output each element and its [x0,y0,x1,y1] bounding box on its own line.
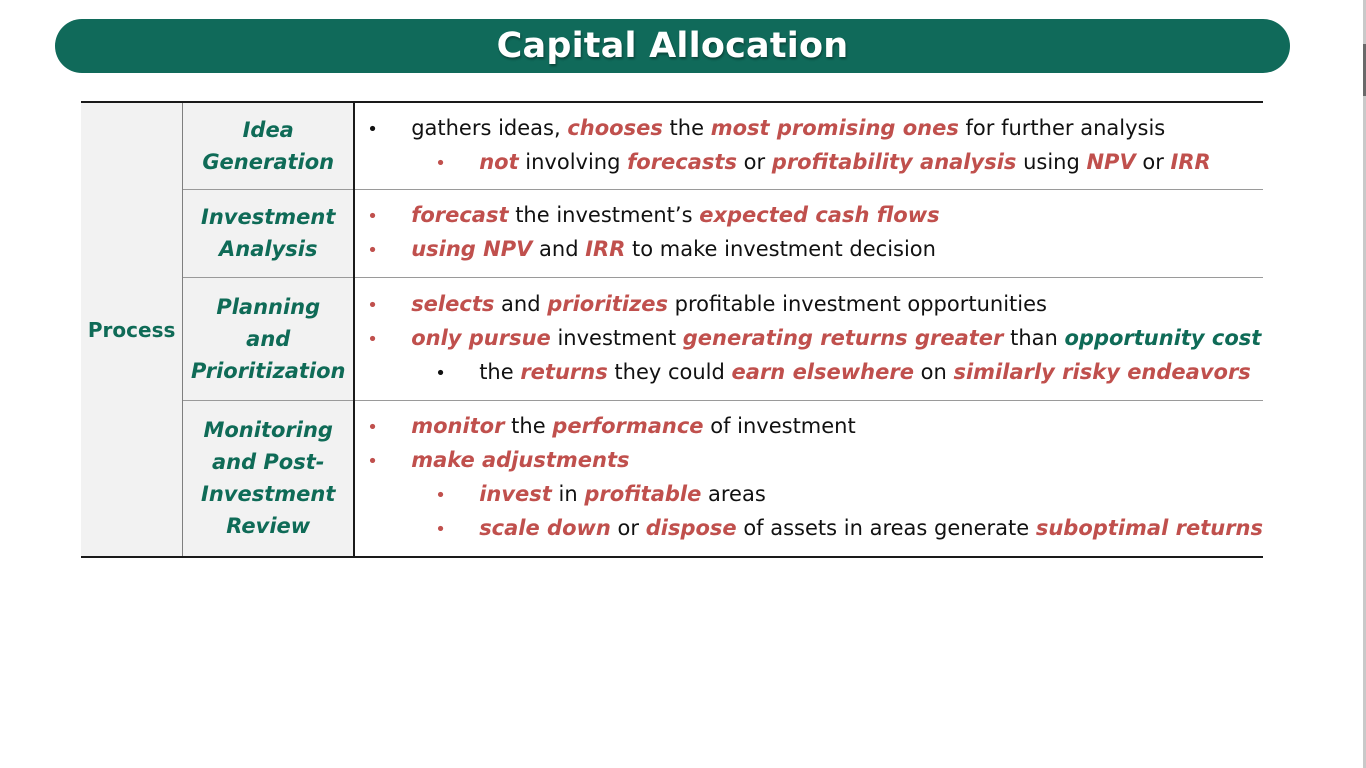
text-segment: the investment’s [508,203,700,227]
highlighted-term: suboptimal returns [1035,516,1263,541]
bullet-icon: • [367,206,378,227]
text-segment: gathers ideas, [411,115,568,140]
highlighted-term: monitor [411,414,505,439]
bullet-text [411,444,629,476]
bullet-icon: • [367,417,378,439]
bullet-text [411,233,936,265]
highlighted-term: IRR [1170,149,1211,174]
sub-bullet-item [355,146,1263,180]
bullet-item [355,112,1263,146]
stage-label-line: Investment [201,482,336,507]
bullet-item [355,199,1263,233]
page-title: Capital Allocation [496,26,849,66]
text-segment: the [504,414,553,439]
stage-label [183,189,354,277]
highlighted-term: opportunity cost [1064,325,1262,350]
bullet-text [411,288,1047,320]
stage-label-line: Analysis [219,237,318,261]
highlighted-term: only pursue [411,325,551,350]
stage-label-line: Investment [201,205,336,229]
stage-label [183,400,354,557]
text-segment: than [1003,325,1065,350]
text-segment: the [479,359,521,384]
stage-label-line: Prioritization [190,358,346,383]
text-segment: areas [701,482,766,507]
bullet-icon: • [367,240,378,261]
stage-description [354,400,1263,557]
highlighted-term: selects [411,291,495,316]
sub-bullet-item [355,356,1263,390]
bullet-item [355,410,1263,444]
bullet-icon: • [367,118,378,140]
bullet-text [411,112,1165,144]
bullet-icon: • [435,362,446,384]
stage-label [183,102,354,189]
bullet-icon: • [435,485,446,507]
bullet-text [411,199,939,231]
bullet-text [479,146,1211,178]
highlighted-term: scale down [479,516,611,541]
highlighted-term: generating returns greater [682,325,1004,350]
process-table [81,101,1263,558]
sub-bullet-item [355,478,1263,512]
stage-description [354,277,1263,400]
stage-description [354,102,1263,189]
stage-label-line: and [246,326,291,351]
text-segment: of assets in areas generate [736,516,1036,541]
sub-bullet-item [355,512,1263,546]
bullet-icon: • [367,328,378,350]
bullet-text [479,512,1263,544]
table-row [81,189,1263,277]
highlighted-term: forecast [411,203,509,227]
table-row [81,102,1263,189]
highlighted-term: make adjustments [411,448,630,473]
stage-label-line: and Post- [211,450,325,475]
highlighted-term: dispose [645,516,737,541]
text-segment: in [551,482,585,507]
table-row [81,277,1263,400]
text-segment: profitable investment opportunities [668,291,1047,316]
highlighted-term: profitability analysis [771,149,1017,174]
text-segment: they could [607,359,732,384]
stage-label [183,277,354,400]
highlighted-term: prioritizes [547,291,668,316]
text-segment: investment [550,325,683,350]
bullet-item [355,288,1263,322]
process-table-body [81,102,1263,557]
stage-label-line: Monitoring [203,418,333,443]
bullet-text [411,410,856,442]
bullet-text [479,478,766,510]
text-segment: or [1135,149,1171,174]
bullet-icon: • [367,451,378,473]
highlighted-term: using NPV [411,237,533,261]
text-segment: using [1016,149,1087,174]
text-segment: or [736,149,772,174]
stage-label-line: Generation [202,149,335,174]
text-segment: and [532,237,586,261]
highlighted-term: chooses [567,115,663,140]
highlighted-term: performance [552,414,704,439]
bullet-icon: • [435,152,446,174]
text-segment: for further analysis [958,115,1166,140]
bullet-item [355,233,1263,267]
highlighted-term: most promising ones [710,115,959,140]
highlighted-term: profitable [584,482,702,507]
stage-label-line: Planning [216,294,321,319]
highlighted-term: earn elsewhere [731,359,914,384]
process-label: Process [81,102,183,557]
highlighted-term: NPV [1086,149,1136,174]
highlighted-term: expected cash flows [699,203,940,227]
bullet-text [479,356,1251,388]
title-bar [55,19,1290,73]
bullet-item [355,322,1263,356]
text-segment: on [913,359,954,384]
text-segment: to make investment decision [625,237,936,261]
highlighted-term: forecasts [627,149,737,174]
text-segment: or [610,516,646,541]
text-segment: involving [518,149,628,174]
stage-description [354,189,1263,277]
highlighted-term: invest [479,482,552,507]
table-row [81,400,1263,557]
text-segment: of investment [703,414,856,439]
bullet-item [355,444,1263,478]
highlighted-term: returns [520,359,608,384]
bullet-text [411,322,1261,354]
highlighted-term: not [479,149,519,174]
stage-label-line: Review [226,514,311,539]
bullet-icon: • [435,519,446,541]
bullet-icon: • [367,294,378,316]
highlighted-term: similarly risky endeavors [953,359,1251,384]
stage-label-line: Idea [242,117,294,142]
text-segment: and [494,291,548,316]
text-segment: the [662,115,711,140]
highlighted-term: IRR [585,237,626,261]
